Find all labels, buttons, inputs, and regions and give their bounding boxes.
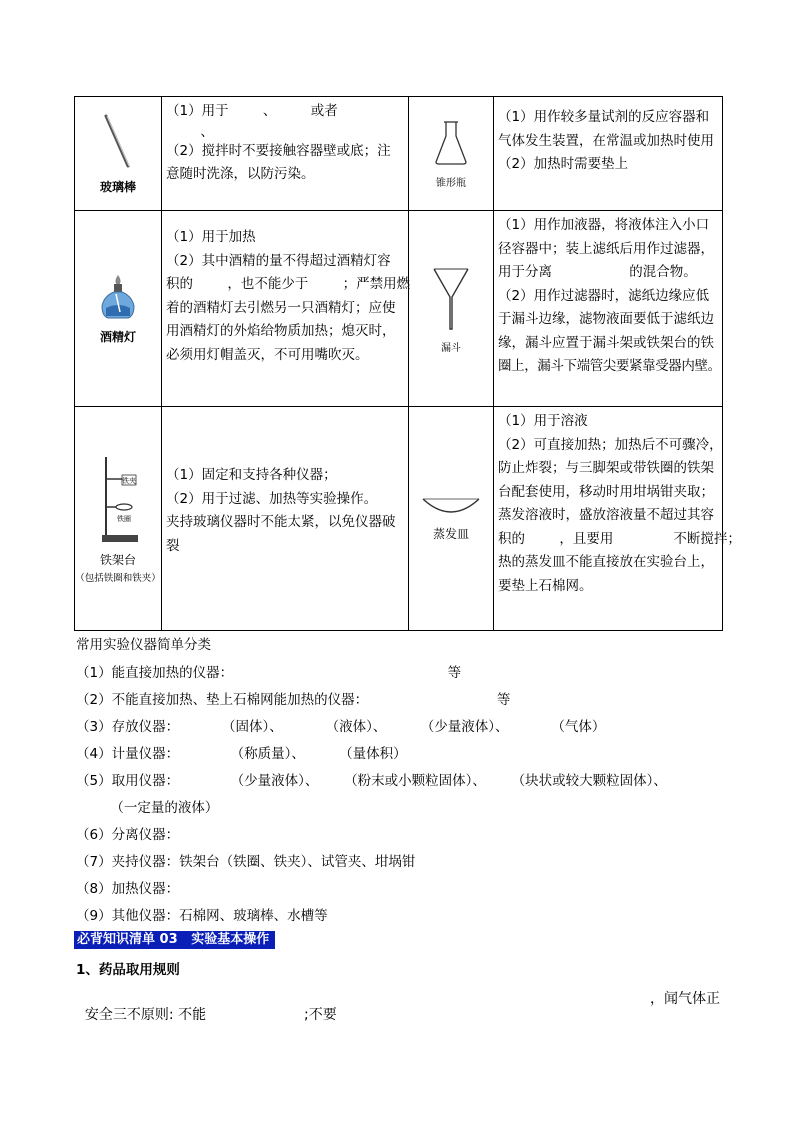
rule-line <box>76 988 720 1040</box>
desc-line: （2）可直接加热；加热后不可骤冷， <box>498 436 723 453</box>
desc-line: 蒸发溶液时，盛放溶液量不超过其容 <box>498 507 714 523</box>
classification-item: （2）不能直接加热、垫上石棉网能加热的仪器： 等 <box>76 692 511 708</box>
desc-line: （2）搅拌时不要接触容器壁或底；注 <box>166 142 391 159</box>
rule-left: 安全三不原则: 不能 ;不要 <box>84 1007 337 1023</box>
desc-line: 夹持玻璃仪器时不能太紧，以免仪器破 <box>166 514 396 530</box>
desc-line: 必须用灯帽盖灭，不可用嘴吹灭。 <box>166 346 369 363</box>
desc-line: 缘，漏斗应置于漏斗架或铁架台的铁 <box>498 334 714 351</box>
instrument-table <box>74 96 741 631</box>
desc-line: 裂 <box>166 537 180 554</box>
glass-rod-icon <box>98 112 138 172</box>
desc-line: （1）用于 、 或者 <box>166 103 338 119</box>
desc-line: 、 <box>166 123 214 140</box>
desc-line: （1）用作加液器，将液体注入小口 <box>498 217 710 233</box>
classification-title: 常用实验仪器简单分类 <box>76 637 211 653</box>
classification-item: （7）夹持仪器：铁架台（铁圈、铁夹）、试管夹、坩埚钳 <box>76 854 416 870</box>
table-row <box>75 211 723 407</box>
desc-line: 意随时洗涤，以防污染。 <box>166 166 315 182</box>
instrument-name: 铁架台 <box>99 553 136 567</box>
classification-item: （一定量的液体） <box>76 800 219 816</box>
desc-line: 用酒精灯的外焰给物质加热；熄灭时， <box>166 323 396 339</box>
desc-line: 防止炸裂；与三脚架或带铁圈的铁架 <box>498 460 714 476</box>
classification-item: （1）能直接加热的仪器： 等 <box>76 665 462 681</box>
instrument-cell-funnel <box>409 211 494 407</box>
instrument-cell-glass-rod <box>75 97 162 211</box>
classification-item: （3）存放仪器： （固体）、 （液体）、 （少量液体）、 （气体） <box>76 719 606 735</box>
classification-item: （5）取用仪器： （少量液体）、 （粉末或小颗粒固体）、 （块状或较大颗粒固体）、 <box>76 773 667 789</box>
iron-stand-icon <box>88 453 148 545</box>
instrument-cell-evaporating-dish <box>409 407 494 631</box>
desc-line: 气体发生装置，在常温或加热时使用 <box>498 132 714 149</box>
desc-line: 台配套使用，移动时用坩埚钳夹取； <box>498 483 714 500</box>
desc-line: 热的蒸发皿不能直接放在实验台上， <box>498 554 714 570</box>
classification-item: （9）其他仪器：石棉网、玻璃棒、水槽等 <box>76 908 328 924</box>
desc-line: （1）用于加热 <box>166 229 256 245</box>
clamp-label: 铁夹 <box>122 477 136 485</box>
section-badge: 必背知识清单 03 实验基本操作 <box>74 931 275 949</box>
desc-line: 积的 ，也不能少于 ；严禁用燃 <box>166 276 411 292</box>
desc-line: （1）用于溶液 <box>498 413 588 429</box>
desc-line: 于漏斗边缘，滤物液面要低于滤纸边 <box>498 311 714 327</box>
desc-line: （2）用于过滤、加热等实验操作。 <box>166 490 378 507</box>
evaporating-dish-icon <box>421 495 481 519</box>
desc-line: 积的 ，且要用 不断搅拌； <box>498 530 741 547</box>
table-row <box>75 407 723 631</box>
instrument-desc <box>494 97 723 211</box>
classification-item: （4）计量仪器： （称质量）、 （量体积） <box>76 746 407 762</box>
desc-line: 要垫上石棉网。 <box>498 577 593 594</box>
classification-item: （6）分离仪器： <box>76 827 180 843</box>
instrument-cell-conical-flask <box>409 97 494 211</box>
instrument-name: 玻璃棒 <box>99 180 136 194</box>
desc-line: 圈上，漏斗下端管尖要紧靠受器内壁。 <box>498 358 721 374</box>
instrument-desc <box>494 211 723 407</box>
instrument-name: 酒精灯 <box>99 330 136 344</box>
instrument-desc <box>162 97 409 211</box>
classification-item: （8）加热仪器： <box>76 881 180 897</box>
desc-line: 用于分离 的混合物。 <box>498 264 697 280</box>
ring-label: 铁圈 <box>117 515 131 523</box>
desc-line: 着的酒精灯去引燃另一只酒精灯；应使 <box>166 299 396 316</box>
desc-line: （2）其中酒精的量不得超过酒精灯容 <box>166 252 391 269</box>
desc-line: （2）用作过滤器时，滤纸边缘应低 <box>498 287 710 304</box>
instrument-cell-alcohol-lamp <box>75 211 162 407</box>
instrument-desc <box>162 407 409 631</box>
funnel-icon <box>431 263 471 333</box>
instrument-name: 蒸发皿 <box>432 527 469 541</box>
desc-line: （2）加热时需要垫上 <box>498 156 629 172</box>
instrument-name: 漏斗 <box>441 343 461 354</box>
conical-flask-icon <box>431 118 471 168</box>
instrument-cell-iron-stand <box>75 407 162 631</box>
table-row <box>75 97 723 211</box>
rule-right: ，闻气体正 <box>650 991 720 1007</box>
desc-line: （1）用作较多量试剂的反应容器和 <box>498 109 710 125</box>
alcohol-lamp-icon <box>96 272 140 322</box>
desc-line: 径容器中；装上滤纸后用作过滤器， <box>498 240 714 257</box>
desc-line: （1）固定和支持各种仪器； <box>166 467 337 483</box>
instrument-name: 锥形瓶 <box>436 178 466 189</box>
instrument-desc <box>494 407 741 631</box>
section-heading: 1、药品取用规则 <box>76 962 180 978</box>
instrument-subname: （包括铁圈和铁夹） <box>75 573 161 584</box>
instrument-desc <box>162 211 409 407</box>
